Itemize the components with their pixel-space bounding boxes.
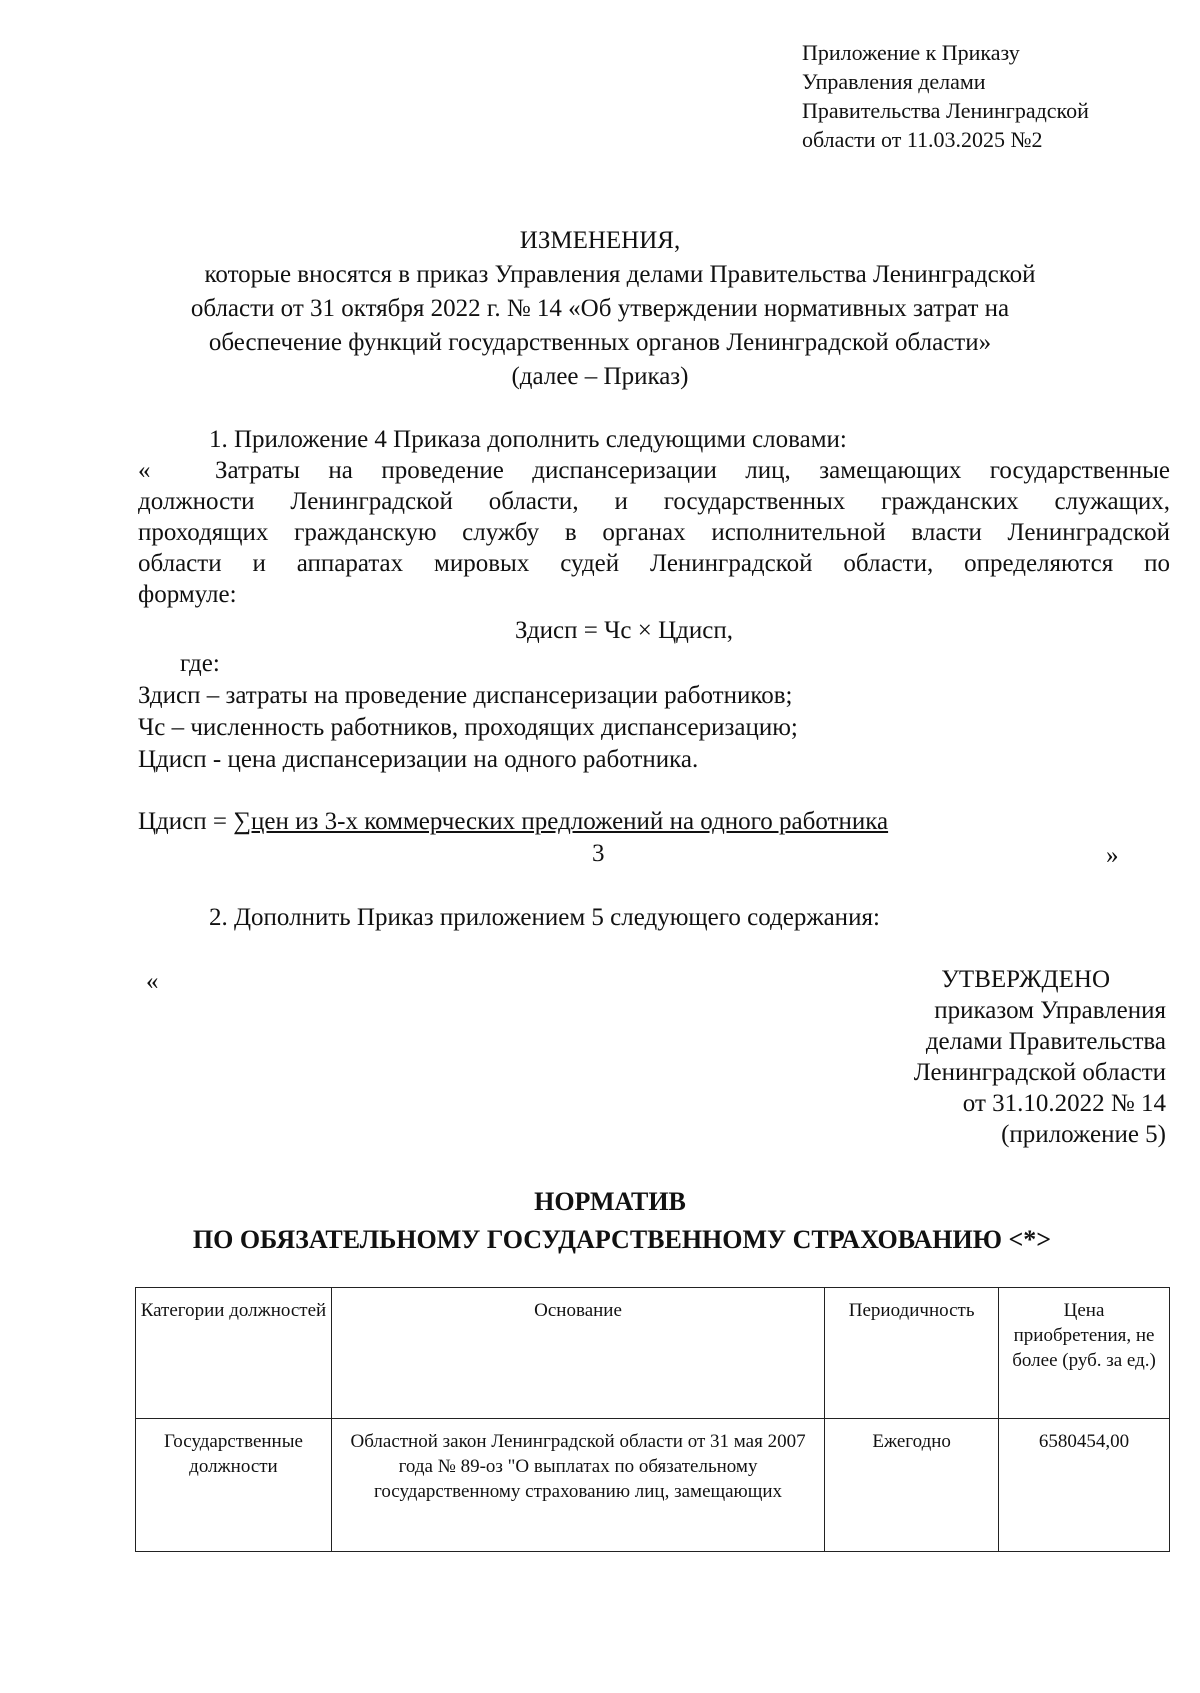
- definition: Здисп – затраты на проведение диспансеризации работников;: [138, 682, 793, 709]
- formula2: [138, 806, 888, 838]
- header-period: Периодичность: [825, 1288, 999, 1419]
- item1-paragraph-line: области и аппаратах мировых судей Ленинградской области, определяются по: [138, 550, 1170, 577]
- cell-basis: Областной закон Ленинградской области от 31 мая 2007 года № 89-оз "О выплатах по обязательному государственному страхованию лиц, замещающих: [331, 1419, 824, 1552]
- item1-paragraph-line: проходящих гражданскую службу в органах исполнительной власти Ленинградской: [138, 519, 1170, 546]
- title-line: которые вносятся в приказ Управления делами Правительства Ленинградской: [204, 261, 1036, 288]
- changes-heading: ИЗМЕНЕНИЯ,: [519, 227, 681, 254]
- formula2-lhs: Цдисп =: [138, 808, 234, 835]
- item1-paragraph-line: Затраты на проведение диспансеризации лиц, замещающих государственные: [215, 457, 1170, 484]
- cell-price: 6580454,00: [999, 1419, 1170, 1552]
- quote-open: «: [146, 968, 159, 995]
- cell-category: Государственные должности: [136, 1419, 332, 1552]
- approved-block: [914, 964, 1166, 1150]
- cell-period: Ежегодно: [825, 1419, 999, 1552]
- item1-paragraph-line: формуле:: [138, 581, 237, 608]
- definition: Чс – численность работников, проходящих диспансеризацию;: [138, 714, 798, 741]
- approved-line: приказом Управления: [934, 997, 1166, 1024]
- appendix-header-line: Приложение к Приказу: [802, 40, 1020, 65]
- norm-table: [135, 1287, 1170, 1552]
- header-category: Категории должностей: [136, 1288, 332, 1419]
- approved-line: (приложение 5): [1001, 1121, 1166, 1148]
- title-line: обеспечение функций государственных органов Ленинградской области»: [208, 329, 992, 356]
- appendix-header-line: Управления делами: [802, 69, 986, 94]
- appendix-header: [802, 38, 1089, 154]
- approved-line: от 31.10.2022 № 14: [962, 1090, 1166, 1117]
- header-price: Цена приобретения, не более (руб. за ед.): [999, 1288, 1170, 1419]
- appendix-header-line: Правительства Ленинградской: [802, 98, 1089, 123]
- norm-title: НОРМАТИВ: [534, 1187, 686, 1216]
- formula2-numerator: ∑цен из 3-х коммерческих предложений на одного работника: [233, 808, 889, 835]
- title-line: области от 31 октября 2022 г. № 14 «Об утверждении нормативных затрат на: [190, 295, 1010, 322]
- item1-intro: 1. Приложение 4 Приказа дополнить следующими словами:: [209, 426, 847, 453]
- appendix-header-line: области от 11.03.2025 №2: [802, 127, 1043, 152]
- definition: Цдисп - цена диспансеризации на одного работника.: [138, 746, 699, 773]
- quote-open: «: [138, 457, 151, 484]
- quote-close: »: [1106, 842, 1119, 869]
- table-row: [136, 1419, 1170, 1552]
- item2-intro: 2. Дополнить Приказ приложением 5 следующего содержания:: [209, 904, 880, 931]
- table-header-row: [136, 1288, 1170, 1419]
- approved-line: Ленинградской области: [913, 1059, 1166, 1086]
- where-label: где:: [180, 650, 220, 677]
- formula2-denominator: 3: [592, 840, 605, 867]
- formula: Здисп = Чс × Цдисп,: [515, 617, 733, 644]
- approved-line: УТВЕРЖДЕНО: [941, 966, 1110, 993]
- title-line: (далее – Приказ): [511, 363, 689, 390]
- header-basis: Основание: [331, 1288, 824, 1419]
- approved-line: делами Правительства: [925, 1028, 1166, 1055]
- norm-subtitle: ПО ОБЯЗАТЕЛЬНОМУ ГОСУДАРСТВЕННОМУ СТРАХОВАНИЮ <*>: [192, 1225, 1052, 1254]
- item1-paragraph-line: должности Ленинградской области, и государственных гражданских служащих,: [138, 488, 1170, 515]
